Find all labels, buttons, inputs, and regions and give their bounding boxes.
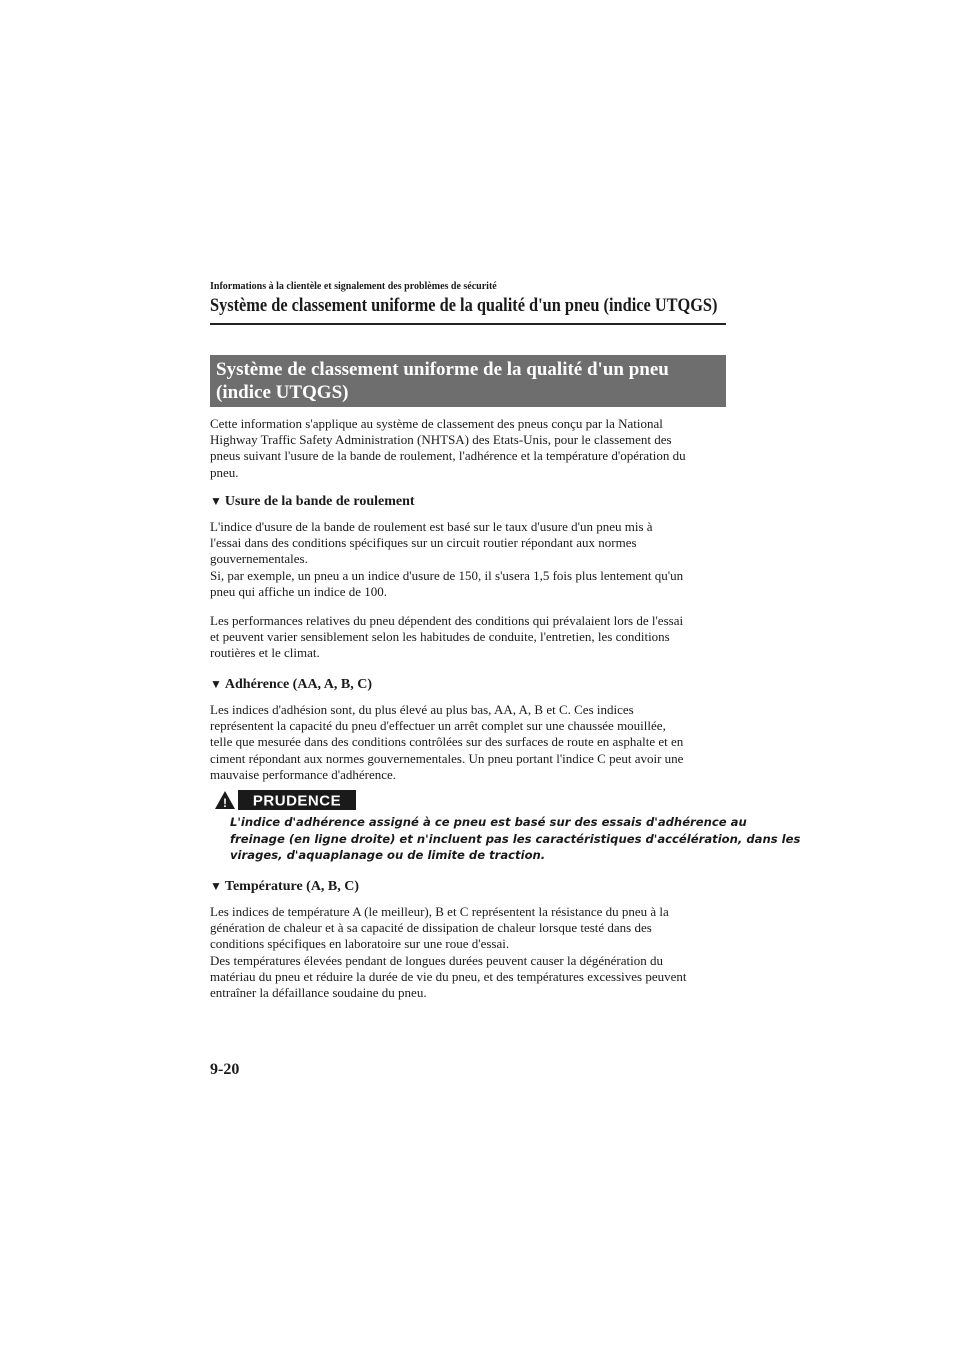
treadwear-paragraph-1 <box>210 519 726 600</box>
text-line: telle que mesurée dans des conditions contrôlées sur des surfaces de route en asphalte et en <box>210 734 684 750</box>
running-title: Système de classement uniforme de la qualité d'un pneu (indice UTQGS) <box>210 295 718 316</box>
section-banner-line-1: Système de classement uniforme de la qualité d'un pneu <box>216 359 669 380</box>
caution-label: PRUDENCE <box>252 792 342 810</box>
header-rule <box>210 323 726 325</box>
treadwear-heading-text: Usure de la bande de roulement <box>224 494 415 509</box>
triangle-down-icon: ▼ <box>210 879 222 893</box>
text-line: l'essai dans des conditions spécifiques sur un circuit routier répondant aux normes <box>210 535 637 551</box>
text-line: génération de chaleur et à sa capacité de dissipation de chaleur lorsque testé dans des <box>210 920 652 936</box>
text-line: Cette information s'applique au système de classement des pneus conçu par la National <box>210 416 663 431</box>
text-line: pneu qui affiche un indice de 100. <box>210 583 388 599</box>
text-line: conditions spécifiques en laboratoire sur une roue d'essai. <box>210 936 510 952</box>
text-line: entraîner la défaillance soudaine du pneu. <box>210 985 427 1001</box>
text-line: Des températures élevées pendant de longues durées peuvent causer la dégénération du <box>210 952 664 968</box>
svg-text:!: ! <box>223 796 227 810</box>
triangle-down-icon: ▼ <box>210 494 222 508</box>
text-line: Les indices d'adhésion sont, du plus élevé au plus bas, AA, A, B et C. Ces indices <box>210 702 634 717</box>
text-line: matériau du pneu et réduire la durée de vie du pneu, et des températures excessives peuvent <box>210 968 687 984</box>
text-line: pneus suivant l'usure de la bande de roulement, l'adhérence et la température d'opération du <box>210 448 686 464</box>
text-line: gouvernementales. <box>210 551 308 567</box>
triangle-down-icon: ▼ <box>210 677 222 691</box>
traction-paragraph <box>210 702 726 783</box>
caution-badge <box>210 789 356 811</box>
text-line: pneu. <box>210 464 239 480</box>
text-line: routières et le climat. <box>210 645 320 661</box>
running-head: Informations à la clientèle et signalement des problèmes de sécurité <box>210 281 497 292</box>
caution-line: freinage (en ligne droite) et n'incluent pas les caractéristiques d'accélération, dans les <box>230 831 801 846</box>
traction-heading <box>210 677 372 693</box>
page-number: 9-20 <box>210 1061 240 1078</box>
temperature-heading <box>210 879 359 895</box>
intro-paragraph <box>210 416 726 481</box>
treadwear-paragraph-2 <box>210 613 726 662</box>
traction-heading-text: Adhérence (AA, A, B, C) <box>224 677 373 692</box>
treadwear-heading <box>210 494 415 510</box>
temperature-paragraph <box>210 904 726 1001</box>
text-line: L'indice d'usure de la bande de roulement est basé sur le taux d'usure d'un pneu mis à <box>210 519 653 534</box>
section-banner-line-2: (indice UTQGS) <box>216 382 349 403</box>
text-line: Les indices de température A (le meilleur), B et C représentent la résistance du pneu à la <box>210 904 669 919</box>
text-line: Highway Traffic Safety Administration (NHTSA) des Etats-Unis, pour le classement des <box>210 432 672 448</box>
caution-text <box>230 814 801 864</box>
text-line: Les performances relatives du pneu dépendent des conditions qui prévalaient lors de l'essai <box>210 613 684 628</box>
text-line: Si, par exemple, un pneu a un indice d'usure de 150, il s'usera 1,5 fois plus lentement qu'un <box>210 567 684 583</box>
text-line: ciment répondant aux normes gouvernementales. Un pneu portant l'indice C peut avoir une <box>210 750 684 766</box>
text-line: mauvaise performance d'adhérence. <box>210 766 397 782</box>
temperature-heading-text: Température (A, B, C) <box>224 879 360 894</box>
section-banner <box>210 355 726 407</box>
text-line: et peuvent varier sensiblement selon les habitudes de conduite, l'entretien, les conditions <box>210 629 670 645</box>
caution-line: L'indice d'adhérence assigné à ce pneu est basé sur des essais d'adhérence au <box>230 815 747 829</box>
caution-line: virages, d'aquaplanage ou de limite de traction. <box>230 848 546 862</box>
text-line: représentent la capacité du pneu d'effectuer un arrêt complet sur une chaussée mouillée, <box>210 718 666 734</box>
